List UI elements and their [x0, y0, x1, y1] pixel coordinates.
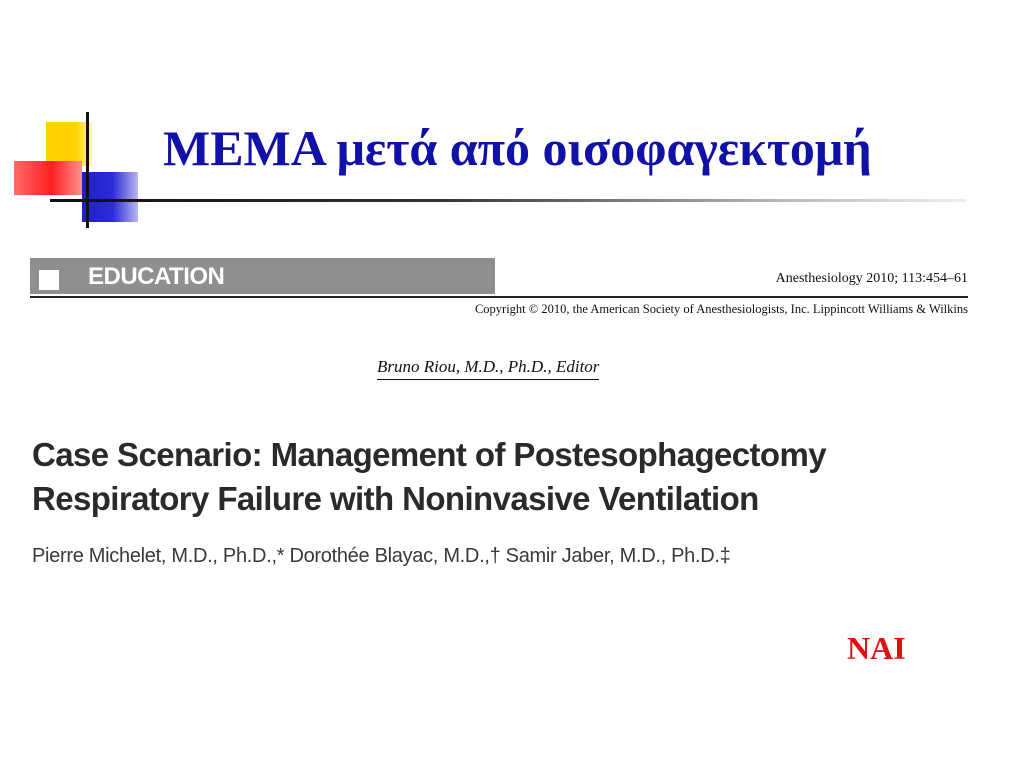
section-square-icon: [39, 270, 59, 290]
slide-title: ΜΕΜΑ μετά από οισοφαγεκτομή: [163, 120, 872, 176]
logo-blue-square: [82, 172, 138, 222]
section-banner: [30, 258, 495, 294]
logo-red-square: [14, 161, 82, 195]
editor-credit: Bruno Riou, M.D., Ph.D., Editor: [377, 357, 599, 380]
author-list: Pierre Michelet, M.D., Ph.D.,* Dorothée Blayac, M.D.,† Samir Jaber, M.D., Ph.D.‡: [32, 545, 731, 567]
article-title-line-2: Respiratory Failure with Noninvasive Ventilation: [32, 480, 759, 517]
slide-logo-graphic: [0, 0, 160, 240]
logo-vertical-line: [86, 112, 89, 228]
title-underline: [86, 199, 966, 202]
article-title: [32, 433, 826, 521]
copyright-line: Copyright © 2010, the American Society of Anesthesiologists, Inc. Lippincott Williams & Wilkins: [474, 302, 968, 316]
answer-label: ΝΑΙ: [847, 630, 906, 666]
article-title-line-1: Case Scenario: Management of Postesophagectomy: [32, 436, 826, 473]
journal-citation: Anesthesiology 2010; 113:454–61: [775, 271, 968, 286]
section-label: EDUCATION: [88, 263, 225, 290]
header-divider: [30, 296, 968, 298]
